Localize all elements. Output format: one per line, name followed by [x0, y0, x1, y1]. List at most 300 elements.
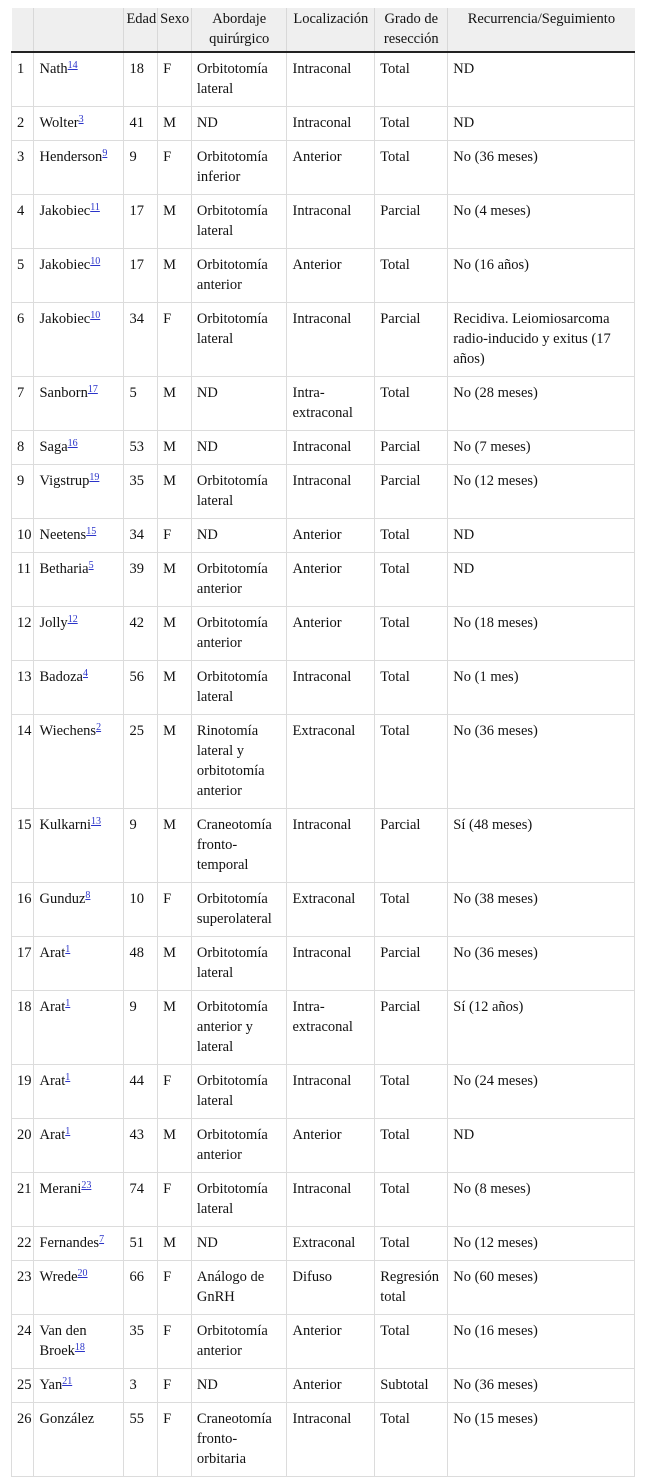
sex-cell: M	[158, 431, 192, 465]
author-cell	[34, 1261, 124, 1315]
reference-link[interactable]: 20	[77, 1268, 88, 1279]
followup-cell: No (1 mes)	[448, 661, 635, 715]
followup-cell: No (60 meses)	[448, 1261, 635, 1315]
sex-cell: M	[158, 937, 192, 991]
age-cell: 41	[124, 107, 158, 141]
author-name: Jolly	[39, 615, 68, 631]
reference-superscript	[99, 1234, 104, 1245]
author-cell	[34, 883, 124, 937]
table-row	[12, 553, 635, 607]
approach-cell: Orbitotomía anterior	[191, 1119, 287, 1173]
age-cell: 74	[124, 1173, 158, 1227]
reference-superscript	[102, 148, 107, 159]
resection-cell: Total	[375, 1119, 448, 1173]
resection-cell: Parcial	[375, 431, 448, 465]
resection-cell: Total	[375, 553, 448, 607]
resection-cell: Total	[375, 607, 448, 661]
location-cell: Intraconal	[287, 1403, 375, 1477]
table-row	[12, 809, 635, 883]
author-cell	[34, 1403, 124, 1477]
followup-cell: ND	[448, 553, 635, 607]
number-cell: 12	[12, 607, 34, 661]
number-cell: 15	[12, 809, 34, 883]
reference-superscript	[65, 1072, 70, 1083]
author-cell	[34, 661, 124, 715]
author-name: Wiechens	[39, 723, 97, 739]
reference-link[interactable]: 1	[65, 998, 71, 1009]
reference-superscript	[96, 722, 101, 733]
resection-cell: Parcial	[375, 809, 448, 883]
approach-cell: ND	[191, 377, 287, 431]
location-cell: Anterior	[287, 607, 375, 661]
age-cell: 44	[124, 1065, 158, 1119]
reference-superscript	[78, 1268, 88, 1279]
header-author	[34, 8, 124, 52]
sex-cell: F	[158, 1369, 192, 1403]
table-row	[12, 1369, 635, 1403]
sex-cell: M	[158, 107, 192, 141]
resection-cell: Total	[375, 1173, 448, 1227]
age-cell: 3	[124, 1369, 158, 1403]
author-name: Fernandes	[39, 1235, 100, 1251]
table-row	[12, 1261, 635, 1315]
location-cell: Intraconal	[287, 303, 375, 377]
age-cell: 39	[124, 553, 158, 607]
resection-cell: Total	[375, 52, 448, 107]
approach-cell: Orbitotomía lateral	[191, 195, 287, 249]
number-cell: 5	[12, 249, 34, 303]
reference-link[interactable]: 21	[62, 1376, 73, 1387]
reference-superscript	[88, 384, 98, 395]
resection-cell: Subtotal	[375, 1369, 448, 1403]
resection-cell: Total	[375, 519, 448, 553]
approach-cell: Craneotomía fronto-temporal	[191, 809, 287, 883]
sex-cell: F	[158, 1261, 192, 1315]
approach-cell: ND	[191, 1227, 287, 1261]
followup-cell: No (36 meses)	[448, 715, 635, 809]
reference-superscript	[62, 1376, 72, 1387]
header-number	[12, 8, 34, 52]
resection-cell: Parcial	[375, 991, 448, 1065]
author-name: Jakobiec	[39, 203, 91, 219]
age-cell: 34	[124, 519, 158, 553]
table-row	[12, 249, 635, 303]
reference-link[interactable]: 4	[82, 668, 88, 679]
sex-cell: M	[158, 553, 192, 607]
author-name: Yan	[39, 1377, 63, 1393]
approach-cell: Orbitotomía lateral	[191, 937, 287, 991]
followup-cell: ND	[448, 519, 635, 553]
age-cell: 42	[124, 607, 158, 661]
location-cell: Intraconal	[287, 431, 375, 465]
number-cell: 10	[12, 519, 34, 553]
location-cell: Intra-extraconal	[287, 377, 375, 431]
author-cell	[34, 1369, 124, 1403]
table-row	[12, 303, 635, 377]
followup-cell: No (18 meses)	[448, 607, 635, 661]
author-cell	[34, 195, 124, 249]
number-cell: 9	[12, 465, 34, 519]
age-cell: 43	[124, 1119, 158, 1173]
location-cell: Anterior	[287, 1369, 375, 1403]
table-row	[12, 52, 635, 107]
reference-link[interactable]: 10	[90, 310, 101, 321]
followup-cell: No (16 meses)	[448, 1315, 635, 1369]
location-cell: Extraconal	[287, 715, 375, 809]
number-cell: 6	[12, 303, 34, 377]
sex-cell: F	[158, 1065, 192, 1119]
resection-cell: Parcial	[375, 195, 448, 249]
location-cell: Intraconal	[287, 52, 375, 107]
author-name: Saga	[39, 439, 68, 455]
age-cell: 55	[124, 1403, 158, 1477]
author-cell	[34, 249, 124, 303]
followup-cell: ND	[448, 52, 635, 107]
followup-cell: No (36 meses)	[448, 937, 635, 991]
table-header	[12, 8, 635, 52]
reference-link[interactable]: 15	[86, 526, 97, 537]
reference-superscript	[89, 560, 94, 571]
reference-superscript	[90, 202, 100, 213]
location-cell: Anterior	[287, 141, 375, 195]
sex-cell: M	[158, 715, 192, 809]
age-cell: 17	[124, 249, 158, 303]
followup-cell: No (28 meses)	[448, 377, 635, 431]
sex-cell: F	[158, 303, 192, 377]
case-table-container	[11, 8, 635, 1477]
age-cell: 56	[124, 661, 158, 715]
followup-cell: Sí (48 meses)	[448, 809, 635, 883]
table-row	[12, 465, 635, 519]
sex-cell: M	[158, 809, 192, 883]
number-cell: 4	[12, 195, 34, 249]
reference-link[interactable]: 13	[91, 816, 102, 827]
sex-cell: F	[158, 1403, 192, 1477]
age-cell: 18	[124, 52, 158, 107]
approach-cell: Orbitotomía lateral	[191, 1173, 287, 1227]
table-row	[12, 991, 635, 1065]
reference-superscript	[68, 438, 78, 449]
author-cell	[34, 991, 124, 1065]
reference-link[interactable]: 5	[88, 560, 94, 571]
sex-cell: M	[158, 377, 192, 431]
resection-cell: Total	[375, 141, 448, 195]
reference-link[interactable]: 1	[65, 1072, 71, 1083]
author-name: Gunduz	[39, 891, 86, 907]
approach-cell: Orbitotomía anterior	[191, 1315, 287, 1369]
author-name: Van den Broek	[39, 1323, 87, 1359]
location-cell: Intraconal	[287, 1173, 375, 1227]
table-row	[12, 1065, 635, 1119]
resection-cell: Parcial	[375, 465, 448, 519]
location-cell: Intraconal	[287, 661, 375, 715]
author-name: Betharia	[39, 561, 89, 577]
approach-cell: ND	[191, 107, 287, 141]
reference-link[interactable]: 12	[67, 614, 78, 625]
resection-cell: Total	[375, 1065, 448, 1119]
sex-cell: F	[158, 1173, 192, 1227]
approach-cell: Orbitotomía anterior	[191, 607, 287, 661]
reference-superscript	[90, 310, 100, 321]
sex-cell: F	[158, 519, 192, 553]
table-row	[12, 1227, 635, 1261]
author-cell	[34, 1173, 124, 1227]
age-cell: 66	[124, 1261, 158, 1315]
resection-cell: Total	[375, 883, 448, 937]
reference-link[interactable]: 2	[96, 722, 102, 733]
author-cell	[34, 107, 124, 141]
approach-cell: ND	[191, 519, 287, 553]
approach-cell: Orbitotomía anterior	[191, 249, 287, 303]
reference-link[interactable]: 1	[65, 944, 71, 955]
approach-cell: Orbitotomía anterior	[191, 553, 287, 607]
number-cell: 25	[12, 1369, 34, 1403]
followup-cell: No (12 meses)	[448, 1227, 635, 1261]
reference-superscript	[65, 998, 70, 1009]
author-name: Nath	[39, 61, 68, 77]
number-cell: 23	[12, 1261, 34, 1315]
author-cell	[34, 1065, 124, 1119]
reference-superscript	[65, 1126, 70, 1137]
approach-cell: Orbitotomía superolateral	[191, 883, 287, 937]
number-cell: 19	[12, 1065, 34, 1119]
author-name: Wrede	[39, 1269, 78, 1285]
number-cell: 18	[12, 991, 34, 1065]
author-name: Merani	[39, 1181, 82, 1197]
reference-link[interactable]: 19	[89, 472, 100, 483]
resection-cell: Total	[375, 661, 448, 715]
resection-cell: Total	[375, 377, 448, 431]
author-cell	[34, 141, 124, 195]
sex-cell: M	[158, 991, 192, 1065]
age-cell: 5	[124, 377, 158, 431]
approach-cell: Orbitotomía anterior y lateral	[191, 991, 287, 1065]
location-cell: Extraconal	[287, 883, 375, 937]
author-name: Arat	[39, 945, 66, 961]
followup-cell: No (16 años)	[448, 249, 635, 303]
number-cell: 11	[12, 553, 34, 607]
approach-cell: ND	[191, 431, 287, 465]
approach-cell: Orbitotomía lateral	[191, 465, 287, 519]
author-name: Arat	[39, 1073, 66, 1089]
followup-cell: No (4 meses)	[448, 195, 635, 249]
age-cell: 53	[124, 431, 158, 465]
table-row	[12, 1173, 635, 1227]
author-name: Wolter	[39, 115, 79, 131]
sex-cell: F	[158, 883, 192, 937]
sex-cell: M	[158, 661, 192, 715]
approach-cell: Orbitotomía lateral	[191, 52, 287, 107]
number-cell: 8	[12, 431, 34, 465]
table-row	[12, 937, 635, 991]
number-cell: 16	[12, 883, 34, 937]
number-cell: 3	[12, 141, 34, 195]
table-body	[12, 52, 635, 1477]
resection-cell: Total	[375, 107, 448, 141]
author-cell	[34, 303, 124, 377]
table-row	[12, 1403, 635, 1477]
author-name: Jakobiec	[39, 257, 91, 273]
followup-cell: No (12 meses)	[448, 465, 635, 519]
approach-cell: Orbitotomía inferior	[191, 141, 287, 195]
approach-cell: Orbitotomía lateral	[191, 303, 287, 377]
author-cell	[34, 1119, 124, 1173]
sex-cell: M	[158, 607, 192, 661]
table-row	[12, 141, 635, 195]
followup-cell: ND	[448, 1119, 635, 1173]
table-row	[12, 1315, 635, 1369]
location-cell: Anterior	[287, 249, 375, 303]
followup-cell: No (7 meses)	[448, 431, 635, 465]
age-cell: 10	[124, 883, 158, 937]
author-name: Kulkarni	[39, 817, 92, 833]
reference-superscript	[90, 256, 100, 267]
header-age: Edad	[124, 8, 158, 52]
number-cell: 14	[12, 715, 34, 809]
age-cell: 35	[124, 465, 158, 519]
approach-cell: ND	[191, 1369, 287, 1403]
sex-cell: M	[158, 465, 192, 519]
reference-link[interactable]: 1	[65, 1126, 71, 1137]
author-name: Vigstrup	[39, 473, 90, 489]
reference-link[interactable]: 7	[99, 1234, 105, 1245]
number-cell: 22	[12, 1227, 34, 1261]
reference-superscript	[85, 890, 90, 901]
followup-cell: No (24 meses)	[448, 1065, 635, 1119]
author-name: Arat	[39, 999, 66, 1015]
reference-superscript	[68, 60, 78, 71]
reference-superscript	[81, 1180, 91, 1191]
followup-cell: No (38 meses)	[448, 883, 635, 937]
location-cell: Difuso	[287, 1261, 375, 1315]
reference-superscript	[89, 472, 99, 483]
reference-link[interactable]: 9	[102, 148, 108, 159]
reference-link[interactable]: 11	[90, 202, 100, 213]
resection-cell: Total	[375, 1315, 448, 1369]
followup-cell: No (36 meses)	[448, 141, 635, 195]
reference-link[interactable]: 16	[67, 438, 78, 449]
sex-cell: M	[158, 1119, 192, 1173]
location-cell: Anterior	[287, 553, 375, 607]
table-row	[12, 519, 635, 553]
followup-cell: No (15 meses)	[448, 1403, 635, 1477]
reference-superscript	[75, 1342, 85, 1353]
approach-cell: Craneotomía fronto-orbitaria	[191, 1403, 287, 1477]
table-row	[12, 1119, 635, 1173]
location-cell: Intraconal	[287, 465, 375, 519]
number-cell: 26	[12, 1403, 34, 1477]
table-row	[12, 883, 635, 937]
resection-cell: Parcial	[375, 303, 448, 377]
sex-cell: F	[158, 141, 192, 195]
author-name: Jakobiec	[39, 311, 91, 327]
reference-link[interactable]: 23	[81, 1180, 92, 1191]
followup-cell: Recidiva. Leiomiosarcoma radio-inducido y exitus (17 años)	[448, 303, 635, 377]
header-row	[12, 8, 635, 52]
age-cell: 48	[124, 937, 158, 991]
author-cell	[34, 52, 124, 107]
reference-superscript	[68, 614, 78, 625]
followup-cell: ND	[448, 107, 635, 141]
author-name: Henderson	[39, 149, 103, 165]
followup-cell: No (36 meses)	[448, 1369, 635, 1403]
table-row	[12, 715, 635, 809]
author-name: González	[39, 1411, 95, 1427]
age-cell: 34	[124, 303, 158, 377]
table-row	[12, 377, 635, 431]
reference-superscript	[91, 816, 101, 827]
resection-cell: Parcial	[375, 937, 448, 991]
resection-cell: Total	[375, 249, 448, 303]
author-cell	[34, 519, 124, 553]
reference-link[interactable]: 10	[90, 256, 101, 267]
age-cell: 25	[124, 715, 158, 809]
case-table	[11, 8, 635, 1477]
reference-link[interactable]: 8	[85, 890, 91, 901]
author-cell	[34, 715, 124, 809]
author-name: Badoza	[39, 669, 83, 685]
author-cell	[34, 553, 124, 607]
table-row	[12, 607, 635, 661]
author-cell	[34, 1315, 124, 1369]
location-cell: Intraconal	[287, 1065, 375, 1119]
number-cell: 13	[12, 661, 34, 715]
author-cell	[34, 377, 124, 431]
author-name: Sanborn	[39, 385, 88, 401]
approach-cell: Rinotomía lateral y orbitotomía anterior	[191, 715, 287, 809]
header-resection: Grado de resección	[375, 8, 448, 52]
author-cell	[34, 607, 124, 661]
age-cell: 17	[124, 195, 158, 249]
approach-cell: Orbitotomía lateral	[191, 1065, 287, 1119]
reference-superscript	[83, 668, 88, 679]
sex-cell: M	[158, 1227, 192, 1261]
reference-superscript	[65, 944, 70, 955]
table-row	[12, 431, 635, 465]
location-cell: Intraconal	[287, 107, 375, 141]
reference-superscript	[86, 526, 96, 537]
author-cell	[34, 937, 124, 991]
sex-cell: M	[158, 195, 192, 249]
header-approach: Abordaje quirúrgico	[191, 8, 287, 52]
location-cell: Anterior	[287, 1315, 375, 1369]
reference-link[interactable]: 17	[87, 384, 98, 395]
number-cell: 7	[12, 377, 34, 431]
table-row	[12, 661, 635, 715]
header-location: Localización	[287, 8, 375, 52]
resection-cell: Regresión total	[375, 1261, 448, 1315]
location-cell: Intra-extraconal	[287, 991, 375, 1065]
reference-link[interactable]: 3	[78, 114, 84, 125]
reference-link[interactable]: 18	[74, 1342, 85, 1353]
author-cell	[34, 465, 124, 519]
number-cell: 24	[12, 1315, 34, 1369]
sex-cell: M	[158, 249, 192, 303]
location-cell: Anterior	[287, 519, 375, 553]
location-cell: Extraconal	[287, 1227, 375, 1261]
header-followup: Recurrencia/Seguimiento	[448, 8, 635, 52]
location-cell: Intraconal	[287, 809, 375, 883]
table-row	[12, 107, 635, 141]
age-cell: 35	[124, 1315, 158, 1369]
approach-cell: Análogo de GnRH	[191, 1261, 287, 1315]
author-name: Neetens	[39, 527, 87, 543]
header-sex: Sexo	[158, 8, 192, 52]
age-cell: 9	[124, 809, 158, 883]
number-cell: 1	[12, 52, 34, 107]
reference-link[interactable]: 14	[67, 60, 78, 71]
table-row	[12, 195, 635, 249]
